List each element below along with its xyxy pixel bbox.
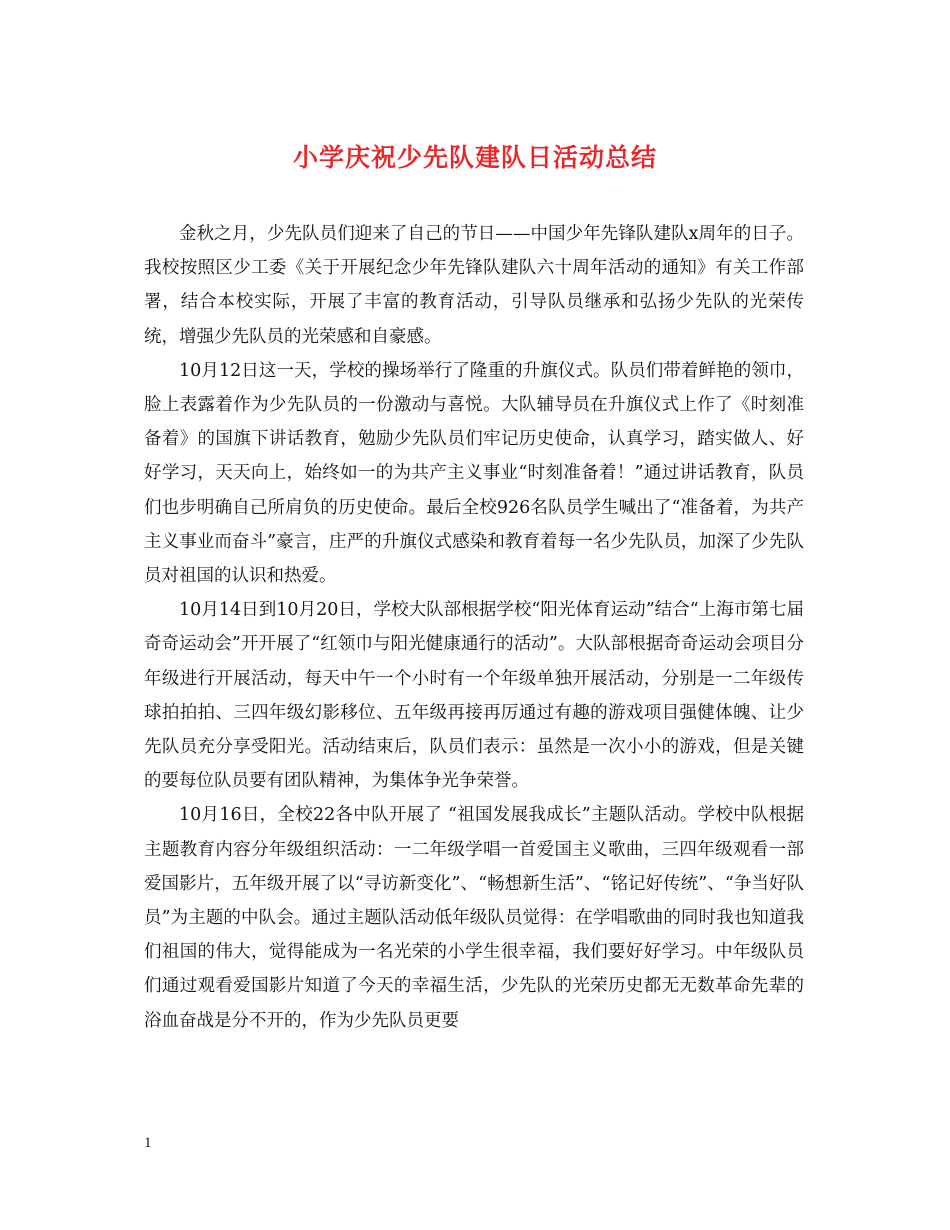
paragraph-flag-ceremony: 10月12日这一天，学校的操场举行了隆重的升旗仪式。队员们带着鲜艳的领巾，脸上表露着作为少先队员的一份激动与喜悦。大队辅导员在升旗仪式上作了《时刻准备着》的国旗下讲话教育，勉励少先队员们牢记历史使命，认真学习，踏实做人、好好学习，天天向上，始终如一的为共产主义事业“时刻准备着！”通过讲话教育，队员们也步明确自己所肩负的历史使命。最后全校926名队员学生喊出了“准备着，为共产主义事业而奋斗”豪言，庄严的升旗仪式感染和教育着每一名少先队员，加深了少先队员对祖国的认识和热爱。 <box>144 360 804 587</box>
paragraph-sports-activity: 10月14日到10月20日，学校大队部根据学校“阳光体育运动”结合“上海市第七届奇奇运动会”开开展了“红领巾与阳光健康通行的活动”。大队部根据奇奇运动会项目分年级进行开展活动，每天中午一个小时有一个年级单独开展活动，分别是一二年级传球拍拍拍、三四年级幻影移位、五年级再接再厉通过有趣的游戏项目强健体魄、让少先队员充分享受阳光。活动结束后，队员们表示：虽然是一次小小的游戏，但是关键的要每位队员要有团队精神，为集体争光争荣誉。 <box>144 600 804 792</box>
document-body <box>144 217 804 1038</box>
paragraph-theme-activity: 10月16日，全校22各中队开展了 “祖国发展我成长”主题队活动。学校中队根据主题教育内容分年级组织活动：一二年级学唱一首爱国主义歌曲，三四年级观看一部爱国影片，五年级开展了以“寻访新变化”、“畅想新生活”、“铭记好传统”、“争当好队员”为主题的中队会。通过主题队活动低年级队员觉得：在学唱歌曲的同时我也知道我们祖国的伟大，觉得能成为一名光荣的小学生很幸福，我们要好好学习。中年级队员们通过观看爱国影片知道了今天的幸福生活，少先队的光荣历史都无无数革命先辈的浴血奋战是分不开的，作为少先队员更要 <box>144 805 804 1031</box>
document-title: 小学庆祝少先队建队日活动总结 <box>292 143 657 172</box>
paragraph-intro: 金秋之月，少先队员们迎来了自己的节日——中国少年先锋队建队x周年的日子。我校按照区少工委《关于开展纪念少年先锋队建队六十周年活动的通知》有关工作部署，结合本校实际，开展了丰富的教育活动，引导队员继承和弘扬少先队的光荣传统，增强少先队员的光荣感和自豪感。 <box>144 224 804 347</box>
page-number: 1 <box>144 1135 152 1151</box>
